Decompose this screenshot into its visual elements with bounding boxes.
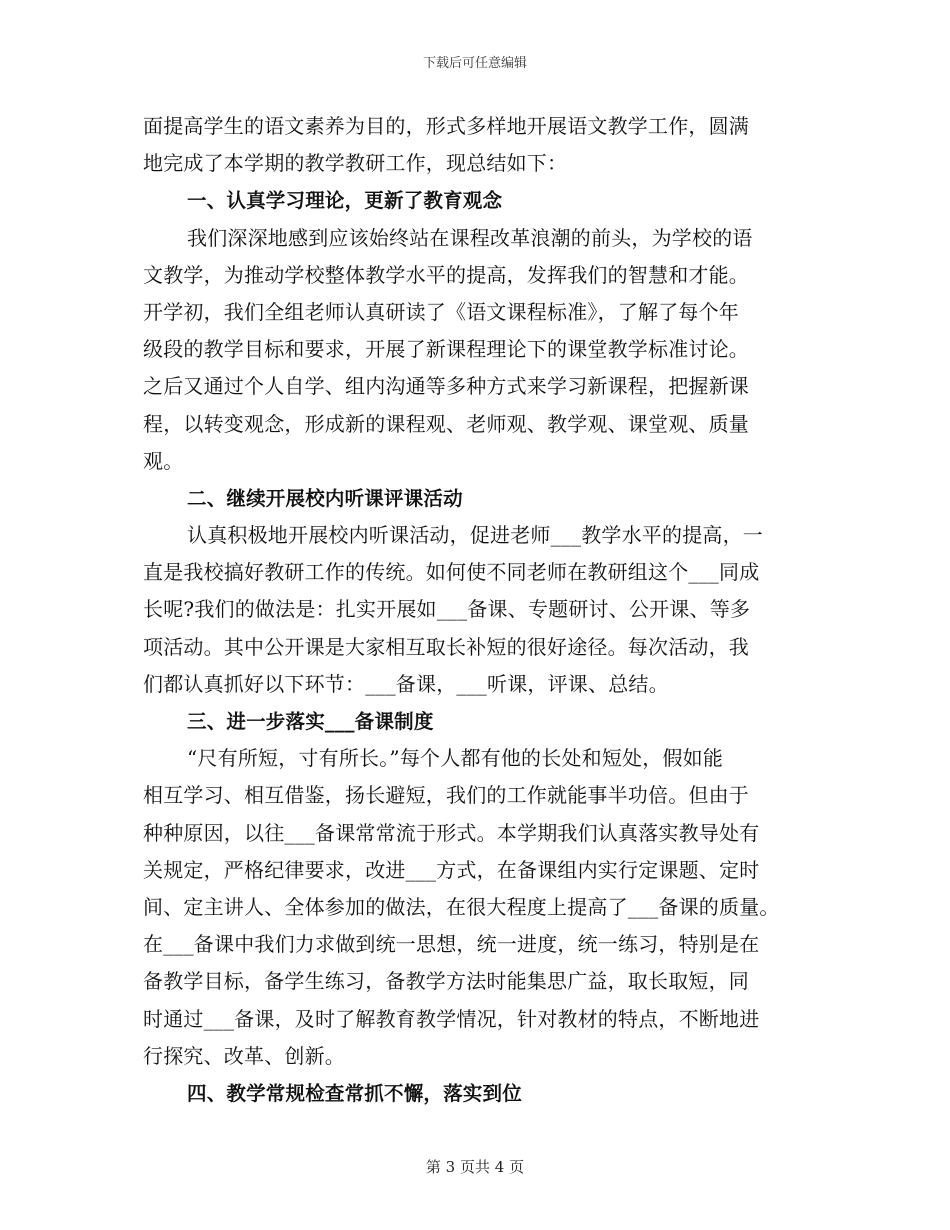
paragraph-line: 级段的教学目标和要求，开展了新课程理论下的课堂教学标准讨论。 [143, 337, 749, 362]
paragraph-line: 我们深深地感到应该始终站在课程改革浪潮的前头，为学校的语 [187, 225, 753, 250]
paragraph-line: 们都认真抓好以下环节：___备课，___听课，评课、总结。 [143, 671, 669, 696]
paragraph-line: 项活动。其中公开课是大家相互取长补短的很好途径。每次活动，我 [143, 634, 749, 659]
paragraph-line: 相互学习、相互借鉴，扬长避短，我们的工作就能事半功倍。但由于 [143, 783, 749, 808]
paragraph-line: 间、定主讲人、全体参加的做法，在很大程度上提高了___备课的质量。 [143, 894, 780, 919]
paragraph-line: 在___备课中我们力求做到统一思想，统一进度，统一练习，特别是在 [143, 932, 760, 957]
paragraph-line: 认真积极地开展校内听课活动，促进老师___教学水平的提高，一 [187, 523, 763, 548]
paragraph-line: 地完成了本学期的教学教研工作，现总结如下： [143, 151, 568, 176]
section-heading-1: 一、认真学习理论，更新了教育观念 [187, 189, 503, 213]
section-heading-4: 四、教学常规检查常抓不懈，落实到位 [187, 1081, 522, 1105]
section-heading-3: 三、进一步落实___备课制度 [187, 710, 434, 733]
paragraph-line: 开学初，我们全组老师认真研读了《语文课程标准》，了解了每个年 [143, 299, 739, 324]
paragraph-line: 面提高学生的语文素养为目的，形式多样地开展语文教学工作，圆满 [143, 114, 749, 138]
section-heading-2: 二、继续开展校内听课评课活动 [187, 486, 463, 510]
paragraph-line: 备教学目标，备学生练习，备教学方法时能集思广益，取长取短，同 [143, 969, 749, 994]
paragraph-line: 种种原因，以往___备课常常流于形式。本学期我们认真落实教导处有 [143, 820, 760, 845]
document-body [143, 108, 823, 1112]
paragraph-line: 时通过___备课，及时了解教育教学情况，针对教材的特点，不断地进 [143, 1006, 760, 1031]
paragraph-line: 长呢?我们的做法是：扎实开展如___备课、专题研讨、公开课、等多 [143, 597, 751, 622]
paragraph-line: 直是我校搞好教研工作的传统。如何使不同老师在教研组这个___同成 [143, 560, 760, 585]
paragraph-line: 程，以转变观念，形成新的课程观、老师观、教学观、课堂观、质量 [143, 411, 749, 436]
paragraph-line: 之后又通过个人自学、组内沟通等多种方式来学习新课程，把握新课 [143, 374, 749, 399]
page-number: 第 3 页共 4 页 [425, 1158, 525, 1176]
paragraph-line: 行探究、改革、创新。 [143, 1043, 345, 1068]
paragraph-line: 观。 [143, 448, 184, 473]
paragraph-line: 关规定，严格纪律要求，改进___方式，在备课组内实行定课题、定时 [143, 857, 760, 882]
header-note: 下载后可任意编辑 [422, 56, 527, 71]
paragraph-line: 文教学，为推动学校整体教学水平的提高，发挥我们的智慧和才能。 [143, 262, 749, 287]
paragraph-line: “尺有所短，寸有所长。”每个人都有他的长处和短处，假如能 [187, 746, 724, 771]
